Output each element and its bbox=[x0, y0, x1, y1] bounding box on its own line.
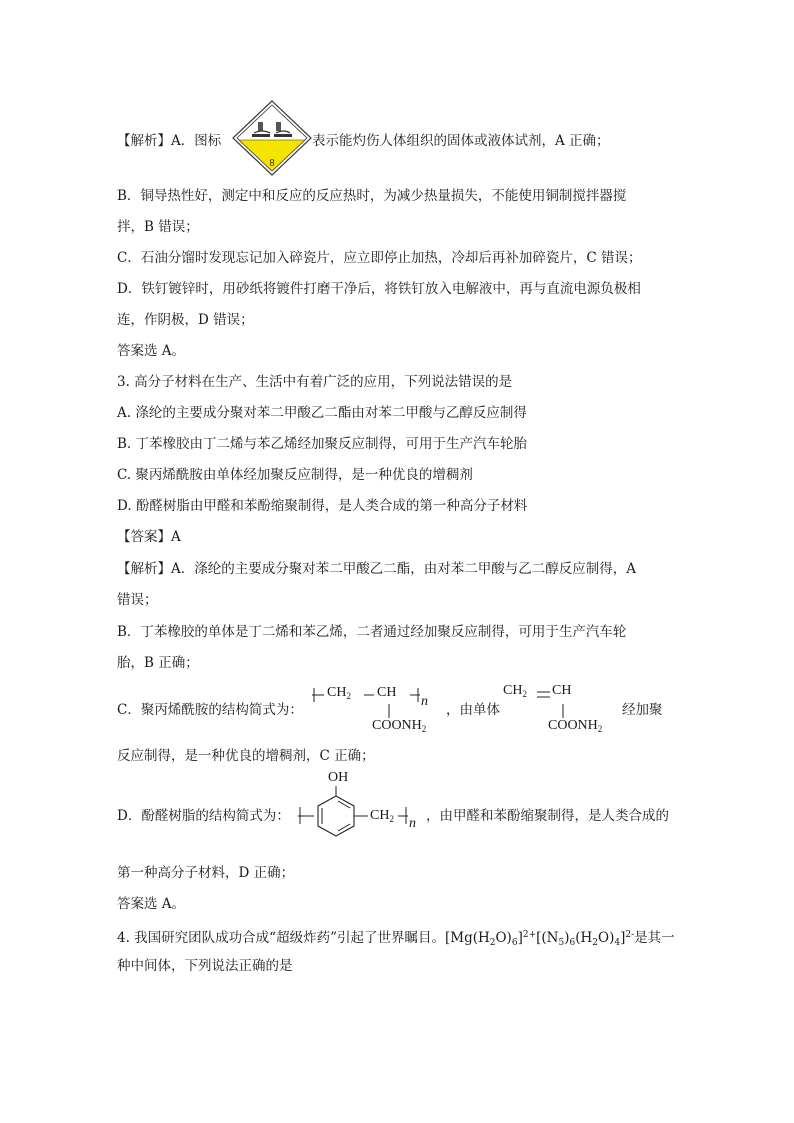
q3-analysis-d-suffix: ，由甲醛和苯酚缩聚制得，是人类合成的 bbox=[426, 808, 669, 824]
phenolic-resin-structure: OH $CH_2$ n bbox=[292, 772, 422, 862]
q2-answer: 答案选 A。 bbox=[117, 343, 186, 359]
phenolic-ring-bonds bbox=[292, 772, 422, 862]
q3-analysis-d-prefix: D．酚醛树脂的结构简式为： bbox=[117, 808, 290, 824]
acrylamide-monomer-structure: $CH_2$ CH $COONH_2$ bbox=[500, 680, 620, 740]
q2-analysis-d-line1: D．铁钉镀锌时，用砂纸将镀件打磨干净后，将铁钉放入电解液中，再与直流电源负极相 bbox=[117, 281, 641, 297]
q3-analysis-c-mid: ，由单体 bbox=[446, 702, 500, 718]
repeat-n: n bbox=[421, 694, 428, 709]
repeat-n: n bbox=[409, 816, 416, 831]
q3-analysis-c-prefix: C．聚丙烯酰胺的结构简式为： bbox=[117, 702, 303, 718]
q3-analysis-d-line2: 第一种高分子材料，D 正确； bbox=[117, 865, 295, 881]
q3-analysis-b-line2: 胎，B 正确； bbox=[117, 655, 199, 671]
q3-option-a: A. 涤纶的主要成分聚对苯二甲酸乙二酯由对苯二甲酸与乙醇反应制得 bbox=[117, 405, 527, 421]
analysis-tag: 【解析】 bbox=[117, 133, 171, 149]
q3-analysis-b-line1: B．丁苯橡胶的单体是丁二烯和苯乙烯，二者通过经加聚反应制得，可用于生产汽车轮 bbox=[117, 624, 627, 640]
q3-answer: 【答案】A bbox=[117, 529, 181, 545]
q3-stem: 3. 高分子材料在生产、生活中有着广泛的应用，下列说法错误的是 bbox=[117, 374, 513, 390]
q3-option-b: B. 丁苯橡胶由丁二烯与苯乙烯经加聚反应制得，可用于生产汽车轮胎 bbox=[117, 436, 528, 452]
q3-answer-final: 答案选 A。 bbox=[117, 896, 186, 912]
q2-analysis-a-suffix: 表示能灼伤人体组织的固体或液体试剂，A 正确； bbox=[312, 133, 610, 149]
hazard-number: 8 bbox=[269, 158, 275, 169]
q3-option-c: C. 聚丙烯酰胺由单体经加聚反应制得，是一种优良的增稠剂 bbox=[117, 467, 473, 483]
q3-analysis-c-suffix: 经加聚 bbox=[622, 702, 663, 718]
q3-analysis-a-line2: 错误； bbox=[117, 592, 158, 608]
q2-analysis-b-line2: 拌，B 错误； bbox=[117, 219, 199, 235]
polyacrylamide-structure: $CH_2$ CH n $COONH_2$ bbox=[310, 680, 440, 740]
q4-stem-line2: 种中间体，下列说法正确的是 bbox=[117, 958, 293, 974]
q3-option-d: D. 酚醛树脂由甲醛和苯酚缩聚制得，是人类合成的第一种高分子材料 bbox=[117, 498, 528, 514]
q3-analysis-a-line1: 【解析】A．涤纶的主要成分聚对苯二甲酸乙二酯，由对苯二甲酸与乙二醇反应制得，A bbox=[117, 561, 636, 577]
q2-analysis-a: 【解析】A．图标 bbox=[117, 133, 222, 149]
q3-analysis-c-line2: 反应制得，是一种优良的增稠剂，C 正确； bbox=[117, 748, 375, 764]
q2-analysis-c: C．石油分馏时发现忘记加入碎瓷片，应立即停止加热，冷却后再补加碎瓷片，C 错误； bbox=[117, 250, 642, 266]
corrosive-hazard-icon bbox=[232, 100, 312, 176]
q2-analysis-d-line2: 连，作阴极，D 错误； bbox=[117, 312, 254, 328]
q2-analysis-b-line1: B．铜导热性好，测定中和反应的反应热时，为减少热量损失，不能使用铜制搅拌器搅 bbox=[117, 188, 627, 204]
q4-stem-line1: 4. 我国研究团队成功合成“超级炸药”引起了世界瞩目。$[Mg(H_2O)_6]^{2+}[(N_5)_6(H_2O)_4]^{2-}$是其一 bbox=[117, 930, 675, 948]
